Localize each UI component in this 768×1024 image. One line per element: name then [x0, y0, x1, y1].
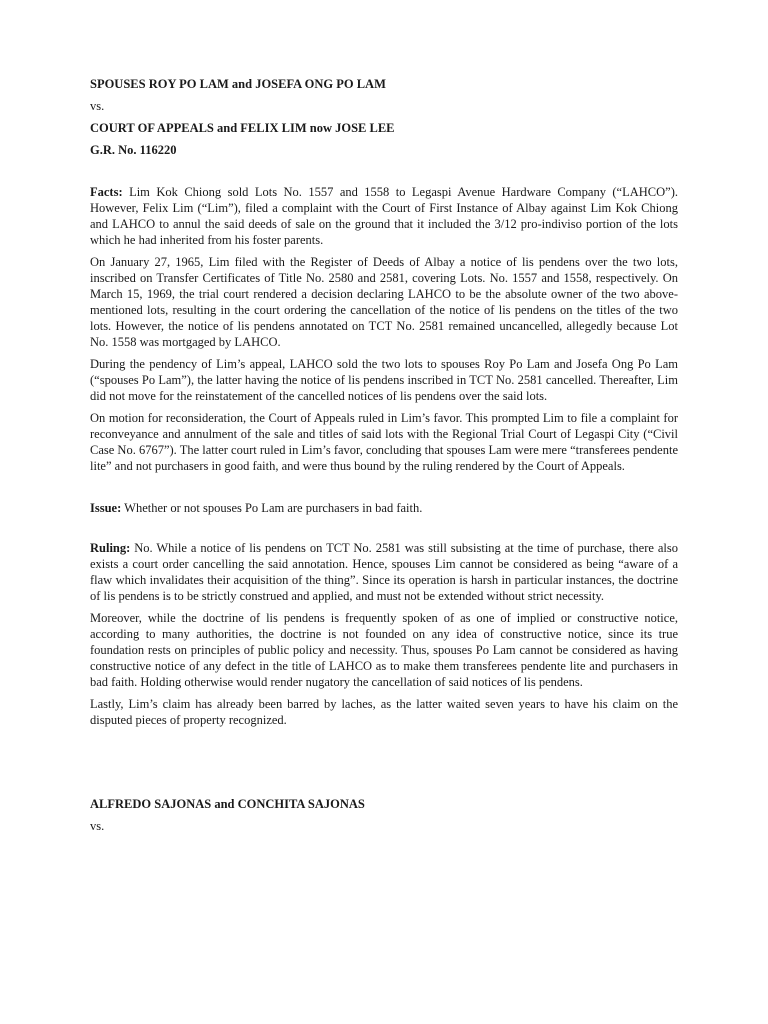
facts-paragraph-4: On motion for reconsideration, the Court of Appeals ruled in Lim’s favor. This prompted Lim to file a complaint for reconveyance and annulment of the sale and titles of said lots with the Regional Trial Court of Legaspi City (“Civil Case No. 6767”). The latter court ruled in Lim’s favor, concluding that spouses Lam were mere “transferees pendente lite” and not purchasers in good faith, and were thus bound by the ruling rendered by the Court of Appeals. — [90, 411, 678, 473]
ruling-paragraph-2: Moreover, while the doctrine of lis pendens is frequently spoken of as one of implied or constructive notice, according to many authorities, the doctrine is not founded on any idea of constructive notice, since its true foundation rests on principles of public policy and necessity. Thus, spouses Po Lam cannot be considered as having constructive notice of any defect in the title of LAHCO as to make them transferees pendente lite and purchasers in bad faith. Holding otherwise would render nugatory the cancellation of said notices of lis pendens. — [90, 611, 678, 689]
case2-petitioners: ALFREDO SAJONAS and CONCHITA SAJONAS — [90, 797, 365, 811]
ruling-label: Ruling: — [90, 541, 131, 555]
facts-label: Facts: — [90, 185, 123, 199]
case1-vs: vs. — [90, 99, 105, 113]
ruling-paragraph-3: Lastly, Lim’s claim has already been barred by laches, as the latter waited seven years to have his claim on the disputed pieces of property recognized. — [90, 697, 678, 727]
ruling-paragraph-1 — [90, 540, 678, 604]
facts-text-1: Lim Kok Chiong sold Lots No. 1557 and 1558 to Legaspi Avenue Hardware Company (“LAHCO”). However, Felix Lim (“Lim”), filed a complaint with the Court of First Instance of Albay against Lim Kok Chiong and LAHCO to annul the said deeds of sale on the ground that it included the 3/12 pro-indiviso portion of the lots which he had inherited from his foster parents. — [90, 185, 679, 247]
ruling-text-1: No. While a notice of lis pendens on TCT No. 2581 was still subsisting at the time of purchase, there also exists a court order cancelling the said annotation. Hence, spouses Lim cannot be considered as being “aware of a flaw which invalidates their acquisition of the thing”. Since its operation is harsh in particular instances, the doctrine of lis pendens is to be strictly construed and applied, and must not be extended without strict necessity. — [90, 541, 679, 603]
case1-petitioners: SPOUSES ROY PO LAM and JOSEFA ONG PO LAM — [90, 77, 386, 91]
case2-vs: vs. — [90, 819, 105, 833]
facts-paragraph-1 — [90, 184, 678, 248]
document-page — [90, 76, 678, 834]
case1-gr-number: G.R. No. 116220 — [90, 143, 177, 157]
facts-paragraph-3: During the pendency of Lim’s appeal, LAHCO sold the two lots to spouses Roy Po Lam and Josefa Ong Po Lam (“spouses Po Lam”), the latter having the notice of lis pendens inscribed in TCT No. 2581 cancelled. Thereafter, Lim did not move for the reinstatement of the cancelled notices of lis pendens over the said lots. — [90, 357, 678, 403]
issue-paragraph — [90, 500, 678, 516]
issue-text: Whether or not spouses Po Lam are purchasers in bad faith. — [124, 501, 423, 515]
issue-label: Issue: — [90, 501, 122, 515]
facts-paragraph-2: On January 27, 1965, Lim filed with the Register of Deeds of Albay a notice of lis pendens over the two lots, inscribed on Transfer Certificates of Title No. 2580 and 2581, covering Lots. No. 1557 and 1558, respectively. On March 15, 1969, the trial court rendered a decision declaring LAHCO to be the absolute owner of the two above-mentioned lots, resulting in the court ordering the cancellation of the notice of lis pendens on the titles of the two lots. However, the notice of lis pendens annotated on TCT No. 2581 remained uncancelled, allegedly because Lot No. 1558 was mortgaged by LAHCO. — [90, 255, 678, 349]
case1-respondents: COURT OF APPEALS and FELIX LIM now JOSE LEE — [90, 121, 395, 135]
